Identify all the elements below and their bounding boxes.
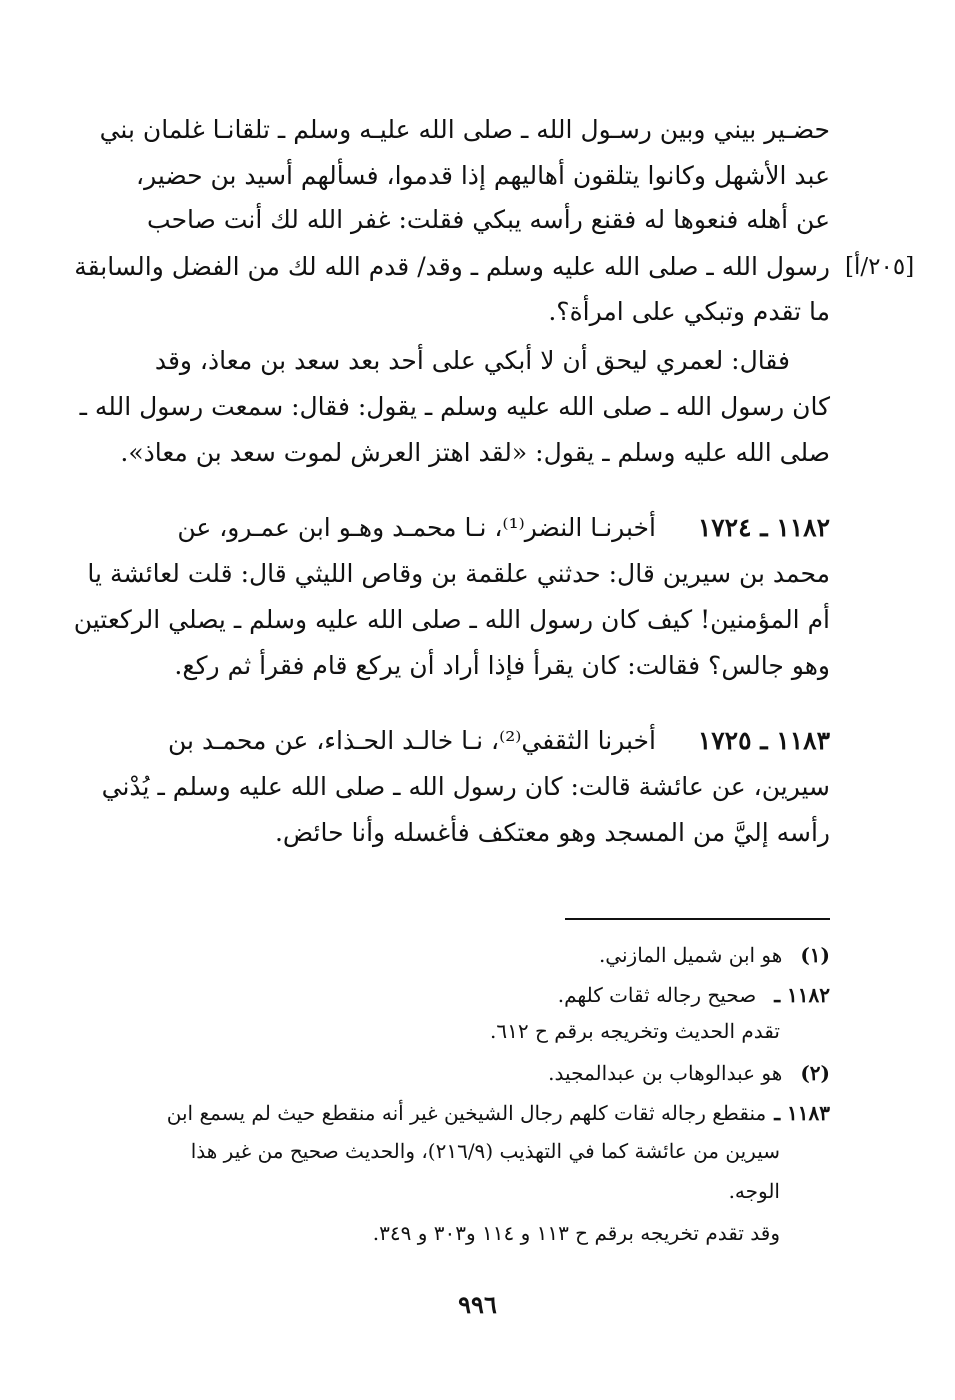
footnote-1182-ref: تقدم الحديث وتخريجه برقم ح ٦١٢. [490,1019,780,1043]
text-line: كان رسول الله ـ صلى الله عليه وسلم ـ يقول: فقال: سمعت رسول الله ـ [79,392,830,421]
hadith-number: ١١٨٣ ـ ١٧٢٥ [697,726,830,755]
footnote-1183-line3: الوجه. [728,1179,780,1203]
manuscript-folio-marker: [٢٠٥/أ] [845,254,915,280]
text-line: عبد الأشهل وكانوا يتلقون أهاليهم إذا قدموا، فسألهم أسيد بن حضير، [136,161,830,190]
footnote-text: صحيح رجاله ثقات كلهم. [557,983,757,1007]
footnote-text: منقطع رجاله ثقات كلهم رجال الشيخين غير أنه منقطع حيث لم يسمع ابن [166,1101,767,1125]
footnote-label: ١١٨٣ ـ [774,1101,830,1125]
page-number: ٩٩٦ [458,1290,497,1319]
hadith-text: أخبرنـا النضر⁽¹⁾، نـا محمـد وهـو ابن عمـرو، عن [177,513,656,542]
text-line: أم المؤمنين! كيف كان رسول الله ـ صلى الله عليه وسلم ـ يصلي الركعتين [73,605,830,634]
footnote-1182 [558,980,830,1010]
footnote-label: (١) [800,943,830,967]
hadith-1183-first-line [168,724,830,758]
hadith-1182-first-line [177,511,830,545]
footnote-1183-line4: وقد تقدم تخريجه برقم ح ١١٣ و ١١٤ و٣٠٣ و ٣٤٩. [372,1221,780,1245]
text-line: رأسه إليَّ من المسجد وهو معتكف فأغسله وأنا حائض. [274,818,830,847]
text-line: رسول الله ـ صلى الله عليه وسلم ـ وقد/ قدم الله لك من الفضل والسابقة [74,252,830,281]
footnote-2 [548,1058,830,1088]
text-line: ما تقدم وتبكي على امرأة؟. [548,297,830,326]
footnote-label: (٢) [800,1061,830,1085]
text-line: عن أهله فنعوها له فقنع رأسه يبكي فقلت: غفر الله لك أنت صاحب [147,205,830,234]
hadith-text: أخبرنا الثقفي⁽²⁾، نـا خالـد الحـذاء، عن محمـد بن [168,726,656,755]
footnote-text: هو عبدالوهاب بن عبدالمجيد. [548,1061,783,1085]
footnote-label: ١١٨٢ ـ [774,983,830,1007]
footnote-1183-line2: سيرين من عائشة كما في التهذيب (٢١٦/٩)، والحديث صحيح من غير هذا [190,1139,780,1163]
text-line: حضـير بيني وبين رسـول الله ـ صلى الله عليـه وسلم ـ تلقانـا غلمان بني [99,115,830,144]
text-line: فقال: لعمري ليحق أن لا أبكي على أحد بعد سعد بن معاذ، وقد [154,346,790,375]
footnote-1183 [167,1098,830,1128]
footnote-text: هو ابن شميل المازني. [598,943,783,967]
text-line: محمد بن سيرين قال: حدثني علقمة بن وقاص الليثي قال: قلت لعائشة يا [87,559,830,588]
text-line: وهو جالس؟ فقالت: كان يقرأ فإذا أراد أن يركع قام فقرأ ثم ركع. [174,651,830,680]
text-line: سيرين، عن عائشة قالت: كان رسول الله ـ صلى الله عليه وسلم ـ يُدْني [101,772,830,801]
footnote-divider [565,918,830,920]
text-line: صلى الله عليه وسلم ـ يقول: «لقد اهتز العرش لموت سعد بن معاذ». [120,438,830,467]
footnote-1 [599,940,830,970]
hadith-number: ١١٨٢ ـ ١٧٢٤ [697,513,830,542]
